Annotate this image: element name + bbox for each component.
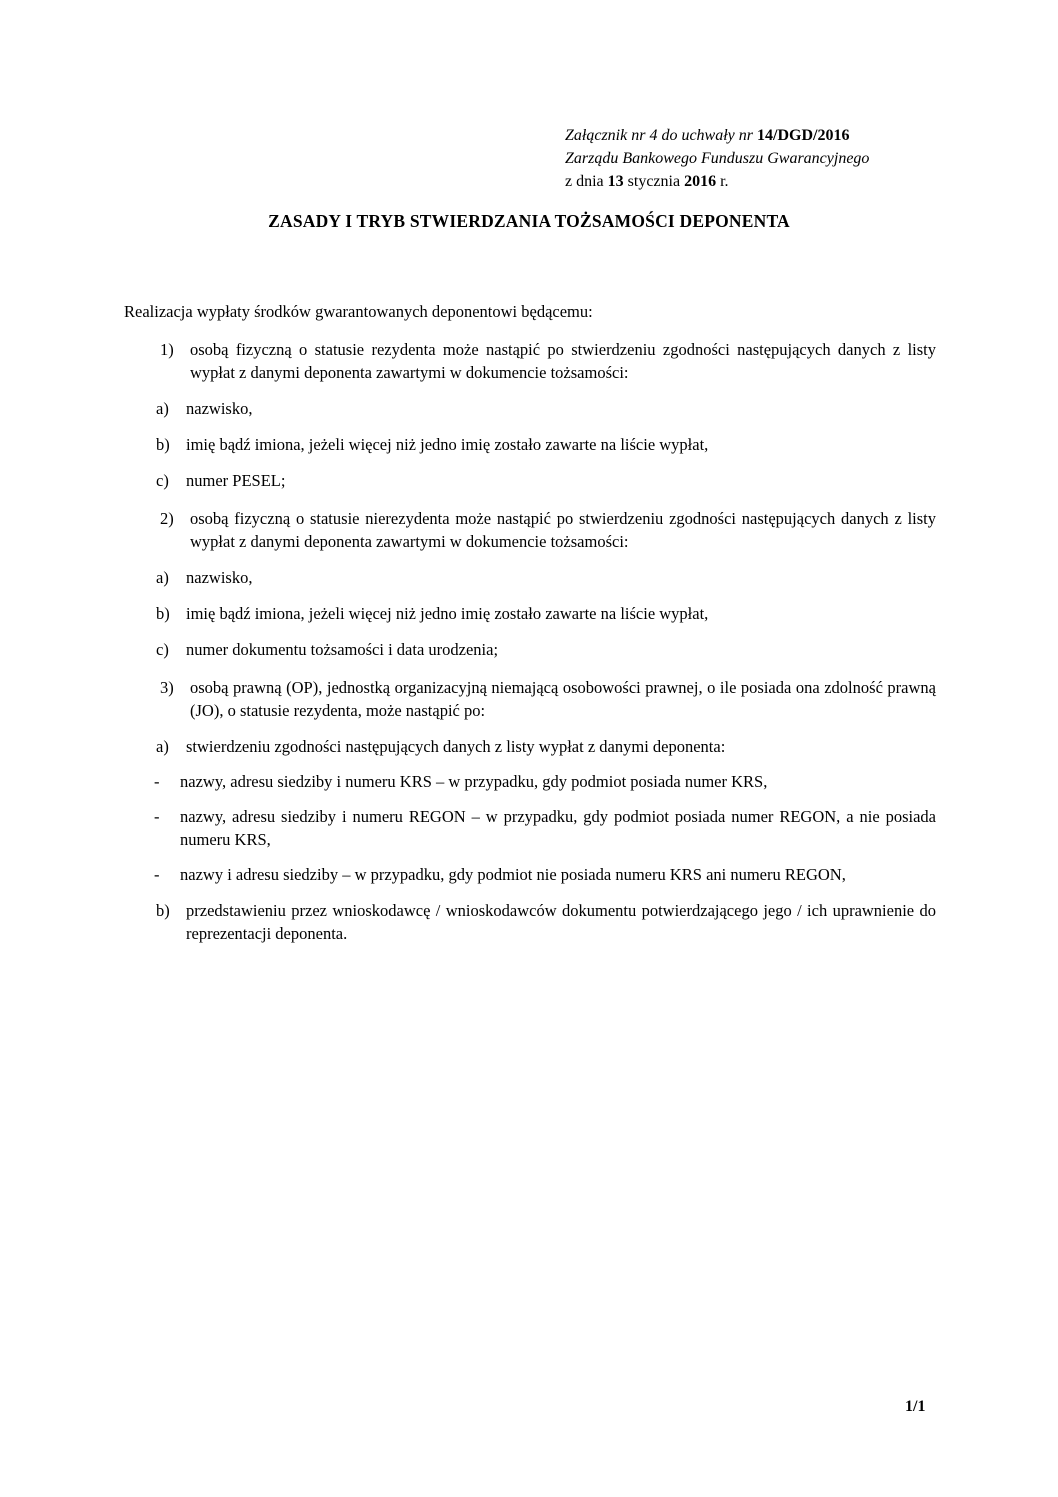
list-item bbox=[124, 338, 936, 384]
list-subitem-marker: a) bbox=[156, 399, 169, 418]
page-title: ZASADY I TRYB STWIERDZANIA TOŻSAMOŚCI DEPONENTA bbox=[268, 211, 790, 231]
dash-item-marker: - bbox=[154, 772, 160, 791]
dash-item-marker: - bbox=[154, 807, 160, 826]
list-item-marker: 3) bbox=[160, 678, 174, 697]
dash-item-text: nazwy, adresu siedziby i numeru KRS – w przypadku, gdy podmiot posiada numer KRS, bbox=[180, 772, 768, 791]
list-subitem bbox=[124, 397, 936, 420]
dash-item-marker: - bbox=[154, 865, 160, 884]
list-subitem bbox=[124, 566, 936, 589]
list-item-marker: 1) bbox=[160, 340, 174, 359]
date-year: 2016 bbox=[684, 173, 717, 190]
resolution-number: 14/DGD/2016 bbox=[757, 127, 850, 144]
issuer-line: Zarządu Bankowego Funduszu Gwarancyjnego bbox=[565, 150, 870, 167]
attachment-header bbox=[565, 124, 869, 193]
list-item-marker: 2) bbox=[160, 509, 174, 528]
list-subitem-marker: c) bbox=[156, 640, 169, 659]
list-subitem-text: nazwisko, bbox=[186, 399, 253, 418]
list-item bbox=[124, 507, 936, 553]
list-subitem-text: imię bądź imiona, jeżeli więcej niż jedno imię zostało zawarte na liście wypłat, bbox=[186, 435, 709, 454]
list-subitem-marker: a) bbox=[156, 568, 169, 587]
list-item-text: osobą fizyczną o statusie rezydenta może nastąpić po stwierdzeniu zgodności następujących danych z listy wypłat z danymi deponenta zawartymi w dokumencie tożsamości: bbox=[190, 340, 936, 382]
list-subitem bbox=[124, 638, 936, 661]
date-suffix: r. bbox=[720, 173, 729, 190]
list-subitem-marker: b) bbox=[156, 435, 170, 454]
document-body bbox=[124, 300, 936, 945]
list-subitem bbox=[124, 433, 936, 456]
dash-item bbox=[124, 863, 936, 886]
list-subitem-text: numer dokumentu tożsamości i data urodzenia; bbox=[186, 640, 499, 659]
list-subitem-text: imię bądź imiona, jeżeli więcej niż jedno imię zostało zawarte na liście wypłat, bbox=[186, 604, 709, 623]
list-subitem-text: numer PESEL; bbox=[186, 471, 286, 490]
list-subitem-text: nazwisko, bbox=[186, 568, 253, 587]
list-item-text: osobą fizyczną o statusie nierezydenta może nastąpić po stwierdzeniu zgodności następujących danych z listy wypłat z danymi deponenta zawartymi w dokumencie tożsamości: bbox=[190, 509, 936, 551]
list-subitem-marker: a) bbox=[156, 737, 169, 756]
dash-item bbox=[124, 805, 936, 851]
list-subitem bbox=[124, 469, 936, 492]
page-number: 1/1 bbox=[905, 1398, 926, 1415]
list-subitem bbox=[124, 602, 936, 625]
dash-item-text: nazwy i adresu siedziby – w przypadku, gdy podmiot nie posiada numeru KRS ani numeru REGON, bbox=[180, 865, 846, 884]
list-item-text: osobą prawną (OP), jednostką organizacyjną niemającą osobowości prawnej, o ile posiada ona zdolność prawną (JO), o statusie rezydenta, może nastąpić po: bbox=[190, 678, 936, 720]
list-subitem-text: stwierdzeniu zgodności następujących danych z listy wypłat z danymi deponenta: bbox=[186, 737, 726, 756]
list-item bbox=[124, 676, 936, 722]
date-month: stycznia bbox=[627, 173, 681, 190]
intro-paragraph: Realizacja wypłaty środków gwarantowanych deponentowi będącemu: bbox=[124, 302, 593, 321]
list-subitem-marker: b) bbox=[156, 901, 170, 920]
date-day: 13 bbox=[607, 173, 624, 190]
list-subitem-text: przedstawieniu przez wnioskodawcę / wnioskodawców dokumentu potwierdzającego jego / ich uprawnienie do reprezentacji deponenta. bbox=[186, 901, 936, 943]
list-subitem-marker: c) bbox=[156, 471, 169, 490]
list-subitem-marker: b) bbox=[156, 604, 170, 623]
date-prefix: z dnia bbox=[565, 173, 604, 190]
list-subitem bbox=[124, 899, 936, 945]
attachment-line bbox=[565, 124, 869, 147]
attachment-reference-text: Załącznik nr 4 do uchwały nr bbox=[565, 127, 753, 144]
list-subitem bbox=[124, 735, 936, 758]
dash-item-text: nazwy, adresu siedziby i numeru REGON – w przypadku, gdy podmiot posiada numer REGON, a nie posiada numeru KRS, bbox=[180, 807, 936, 849]
dash-item bbox=[124, 770, 936, 793]
date-line bbox=[565, 170, 869, 193]
